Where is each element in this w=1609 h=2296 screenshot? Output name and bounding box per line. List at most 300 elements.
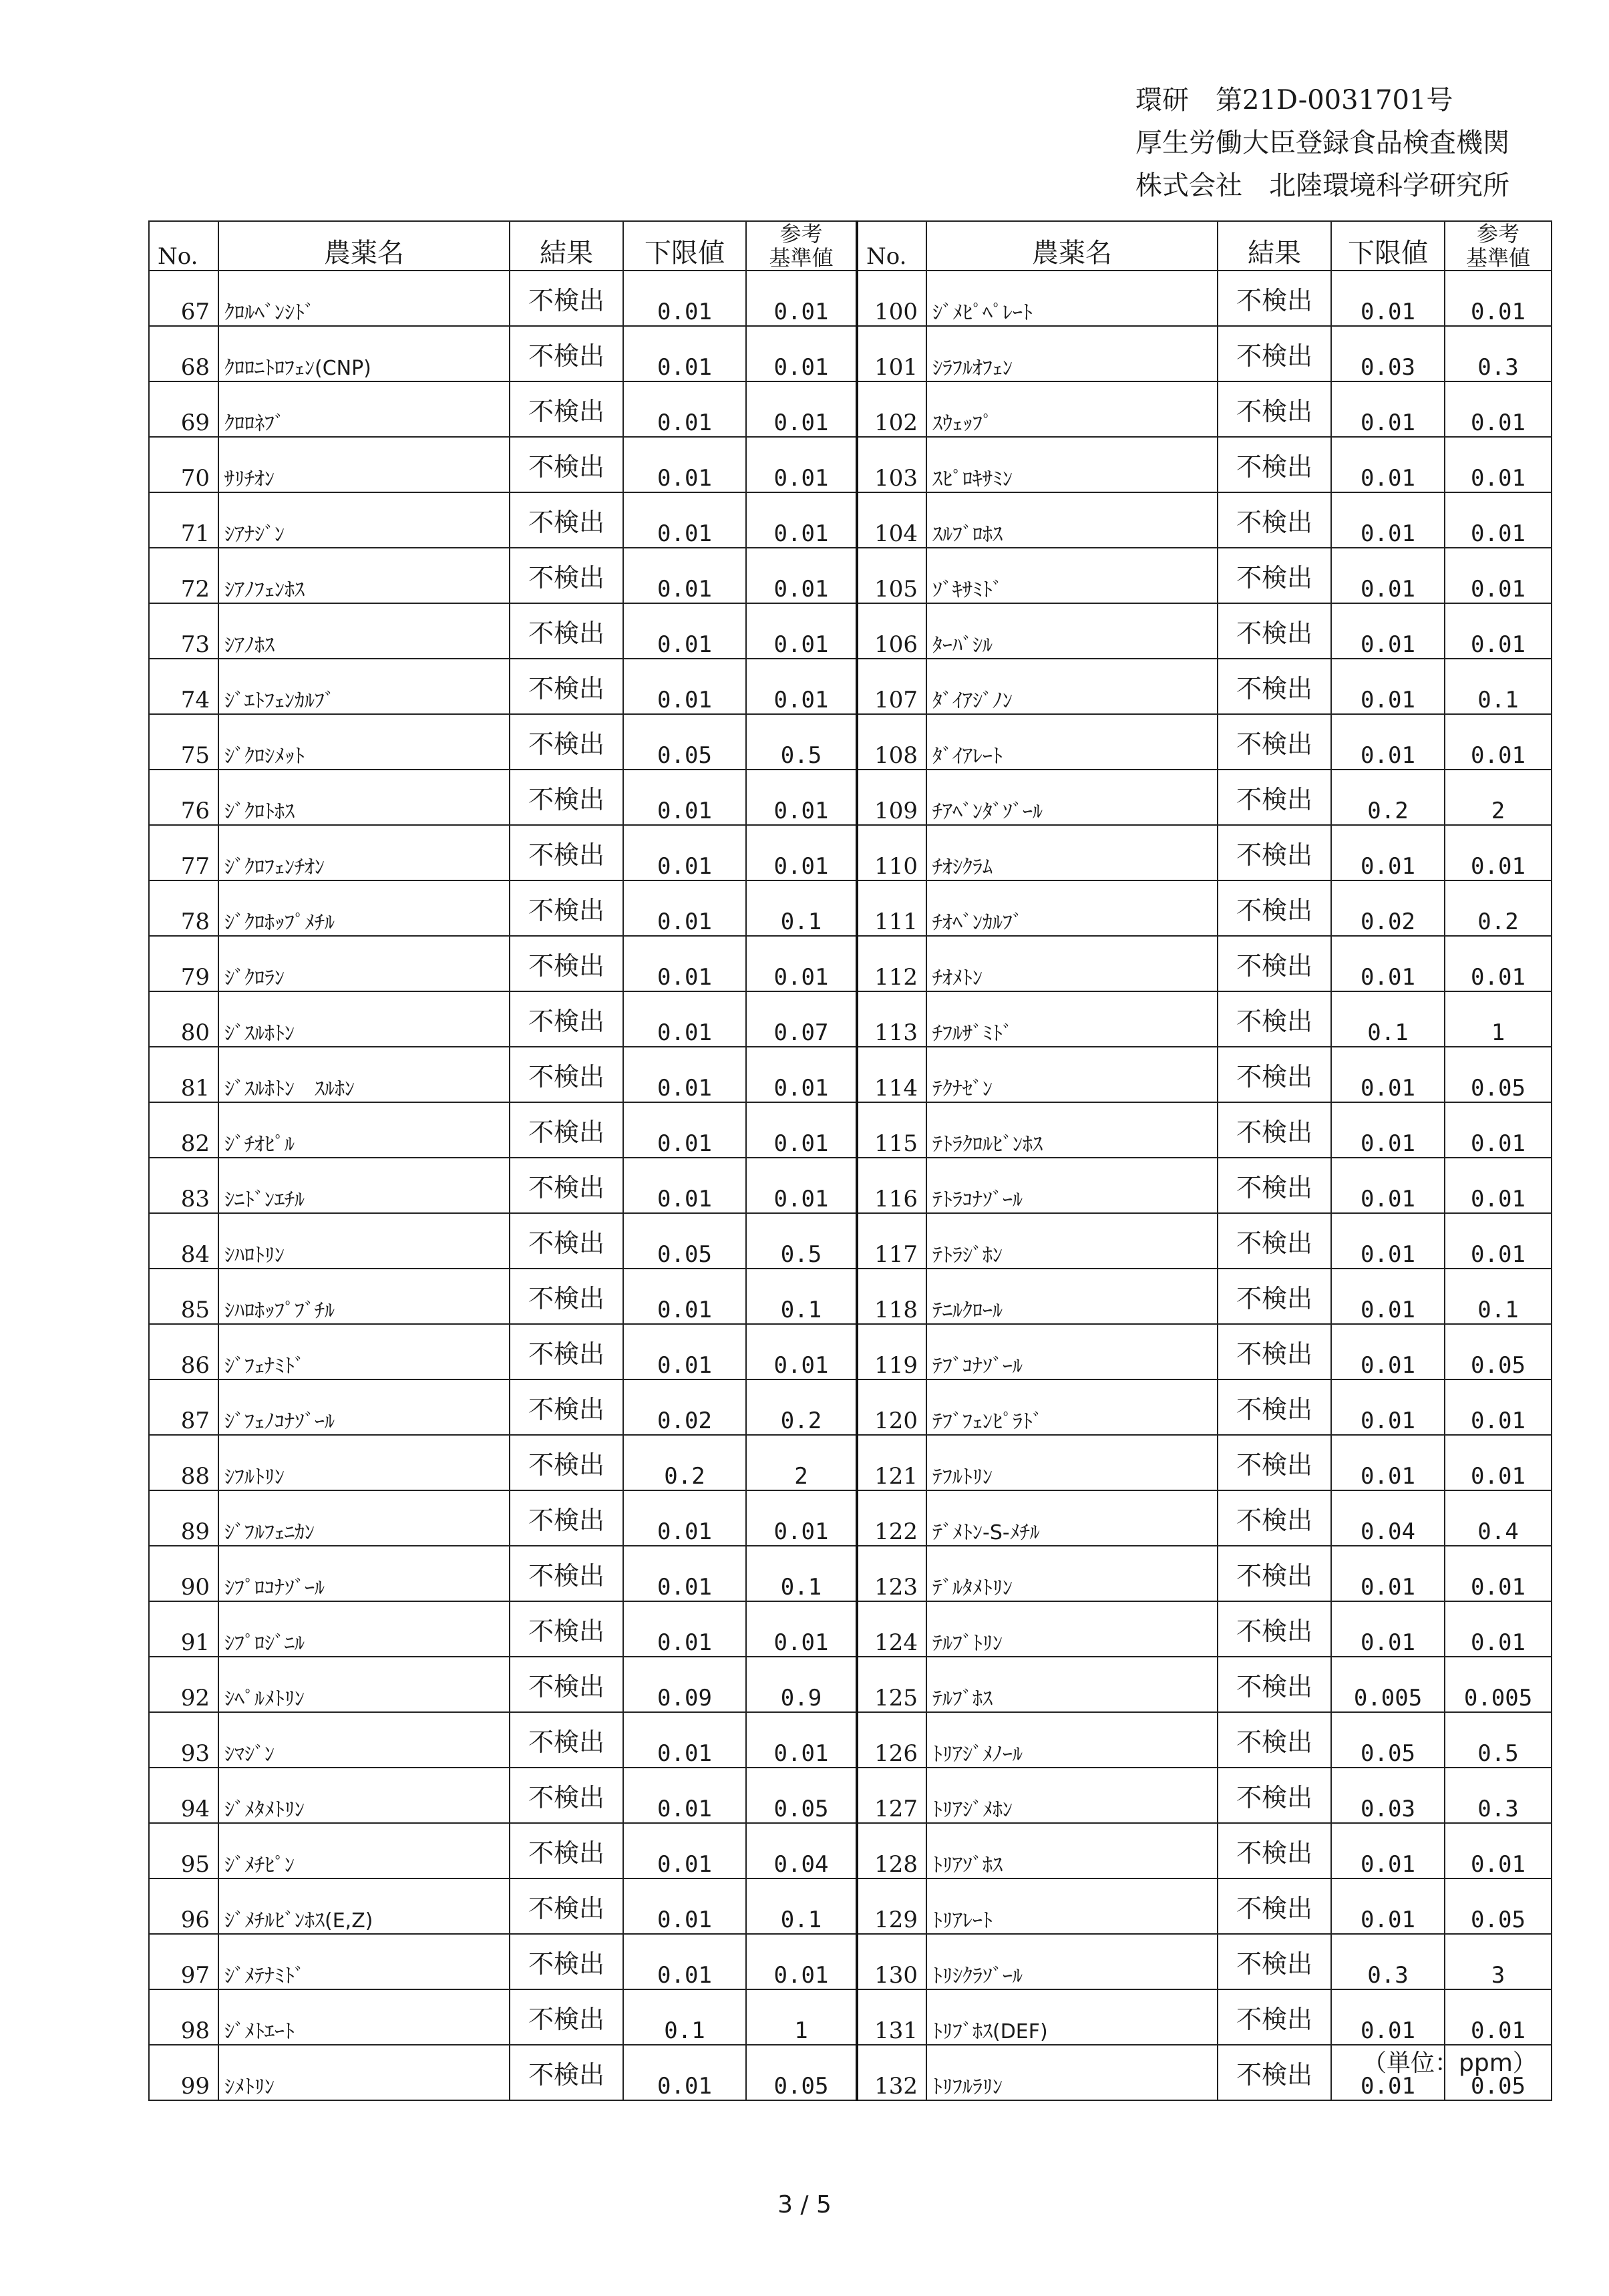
- result: 不検出: [510, 1435, 623, 1490]
- lower-limit: 0.01: [623, 825, 746, 880]
- result: 不検出: [510, 1989, 623, 2045]
- table-row: [149, 1878, 1552, 1934]
- lower-limit: 0.01: [1331, 271, 1445, 326]
- pesticide-name: ﾃﾄﾗｺﾅｿﾞｰﾙ: [926, 1158, 1218, 1213]
- pesticide-name: ｼﾞﾒﾋﾟﾍﾟﾚｰﾄ: [926, 271, 1218, 326]
- reference-standard: 0.01: [746, 603, 857, 659]
- result: 不検出: [1218, 2045, 1331, 2100]
- result: 不検出: [1218, 437, 1331, 492]
- row-number: 124: [857, 1601, 926, 1657]
- lower-limit: 0.01: [1331, 1379, 1445, 1435]
- result: 不検出: [1218, 381, 1331, 437]
- result: 不検出: [510, 1213, 623, 1269]
- result: 不検出: [510, 714, 623, 770]
- row-number: 118: [857, 1269, 926, 1324]
- pesticide-name: ﾃﾞﾒﾄﾝ-S-ﾒﾁﾙ: [926, 1490, 1218, 1546]
- row-number: 75: [149, 714, 218, 770]
- reference-standard: 0.1: [1445, 659, 1552, 714]
- result: 不検出: [1218, 825, 1331, 880]
- lower-limit: 0.03: [1331, 1768, 1445, 1823]
- result: 不検出: [1218, 1768, 1331, 1823]
- pesticide-name: ﾃﾙﾌﾞﾄﾘﾝ: [926, 1601, 1218, 1657]
- pesticide-name: ﾃﾌﾞﾌｪﾝﾋﾟﾗﾄﾞ: [926, 1379, 1218, 1435]
- pesticide-name: ﾄﾘｱｼﾞﾒﾎﾝ: [926, 1768, 1218, 1823]
- lower-limit: 0.01: [623, 991, 746, 1047]
- pesticide-name: ｼﾌﾙﾄﾘﾝ: [218, 1435, 510, 1490]
- table-row: [149, 1102, 1552, 1158]
- result: 不検出: [510, 1768, 623, 1823]
- result: 不検出: [1218, 271, 1331, 326]
- pesticide-name: ｼﾞｽﾙﾎﾄﾝ ｽﾙﾎﾝ: [218, 1047, 510, 1102]
- lower-limit: 0.01: [1331, 1324, 1445, 1379]
- result: 不検出: [1218, 1435, 1331, 1490]
- result: 不検出: [510, 880, 623, 936]
- row-number: 106: [857, 603, 926, 659]
- row-number: 109: [857, 770, 926, 825]
- col-header-result: 結果: [1218, 221, 1331, 271]
- result: 不検出: [510, 991, 623, 1047]
- result: 不検出: [510, 1712, 623, 1768]
- row-number: 83: [149, 1158, 218, 1213]
- row-number: 97: [149, 1934, 218, 1989]
- row-number: 74: [149, 659, 218, 714]
- row-number: 85: [149, 1269, 218, 1324]
- result: 不検出: [510, 271, 623, 326]
- table-row: [149, 271, 1552, 326]
- pesticide-name: ﾀｰﾊﾞｼﾙ: [926, 603, 1218, 659]
- pesticide-name: ｼﾞｸﾛﾌｪﾝﾁｵﾝ: [218, 825, 510, 880]
- row-number: 113: [857, 991, 926, 1047]
- result: 不検出: [510, 1546, 623, 1601]
- reference-standard: 0.01: [1445, 1823, 1552, 1878]
- pesticide-name: ﾄﾘｱｿﾞﾎｽ: [926, 1823, 1218, 1878]
- lower-limit: 0.01: [623, 1324, 746, 1379]
- lower-limit: 0.01: [1331, 437, 1445, 492]
- pesticide-name: ｼﾞﾒﾀﾒﾄﾘﾝ: [218, 1768, 510, 1823]
- reference-standard: 0.5: [1445, 1712, 1552, 1768]
- lower-limit: 0.1: [623, 1989, 746, 2045]
- lower-limit: 0.01: [1331, 1546, 1445, 1601]
- pesticide-name: ﾃｸﾅｾﾞﾝ: [926, 1047, 1218, 1102]
- result: 不検出: [1218, 326, 1331, 381]
- pesticide-name: ｼﾍﾟﾙﾒﾄﾘﾝ: [218, 1657, 510, 1712]
- pesticide-name: ｼﾞﾒﾄｴｰﾄ: [218, 1989, 510, 2045]
- pesticide-name: ｼﾞｸﾛﾗﾝ: [218, 936, 510, 991]
- result: 不検出: [1218, 991, 1331, 1047]
- pesticide-name: ﾄﾘﾌﾙﾗﾘﾝ: [926, 2045, 1218, 2100]
- lower-limit: 0.01: [1331, 603, 1445, 659]
- unit-note: （単位：ppm）: [1363, 2049, 1537, 2077]
- row-number: 94: [149, 1768, 218, 1823]
- reference-standard: 0.01: [1445, 714, 1552, 770]
- pesticide-name: ｼﾞｽﾙﾎﾄﾝ: [218, 991, 510, 1047]
- reference-standard: 0.01: [746, 437, 857, 492]
- lower-limit: 0.01: [623, 1768, 746, 1823]
- reference-standard: 0.01: [746, 548, 857, 603]
- table-row: [149, 381, 1552, 437]
- pesticide-name: ｽﾙﾌﾞﾛﾎｽ: [926, 492, 1218, 548]
- pesticide-name: ｼﾒﾄﾘﾝ: [218, 2045, 510, 2100]
- lower-limit: 0.05: [1331, 1712, 1445, 1768]
- report-number: 環研 第21D-0031701号: [1135, 85, 1453, 116]
- lower-limit: 0.01: [623, 271, 746, 326]
- reference-standard: 0.1: [746, 1878, 857, 1934]
- lower-limit: 0.01: [1331, 1158, 1445, 1213]
- pesticide-name: ﾄﾘｱﾚｰﾄ: [926, 1878, 1218, 1934]
- lower-limit: 0.01: [623, 1546, 746, 1601]
- pesticide-name: ｼﾞﾒﾃﾅﾐﾄﾞ: [218, 1934, 510, 1989]
- row-number: 117: [857, 1213, 926, 1269]
- row-number: 79: [149, 936, 218, 991]
- row-number: 96: [149, 1878, 218, 1934]
- pesticide-name: ｽｳｪｯﾌﾟ: [926, 381, 1218, 437]
- reference-standard: 0.01: [746, 1934, 857, 1989]
- row-number: 76: [149, 770, 218, 825]
- table-row: [149, 1601, 1552, 1657]
- pesticide-name: ﾃﾌﾞｺﾅｿﾞｰﾙ: [926, 1324, 1218, 1379]
- table-row: [149, 880, 1552, 936]
- table-row: [149, 1435, 1552, 1490]
- lower-limit: 0.1: [1331, 991, 1445, 1047]
- pesticide-name: ｻﾘﾁｵﾝ: [218, 437, 510, 492]
- pesticide-name: ｼﾞｸﾛｼﾒｯﾄ: [218, 714, 510, 770]
- table-row: [149, 326, 1552, 381]
- row-number: 88: [149, 1435, 218, 1490]
- pesticide-name: ｼﾞﾌﾙﾌｪﾆｶﾝ: [218, 1490, 510, 1546]
- result: 不検出: [1218, 880, 1331, 936]
- pesticide-name: ﾄﾘｱｼﾞﾒﾉｰﾙ: [926, 1712, 1218, 1768]
- result: 不検出: [510, 1823, 623, 1878]
- lower-limit: 0.01: [623, 1712, 746, 1768]
- lower-limit: 0.01: [1331, 1047, 1445, 1102]
- row-number: 104: [857, 492, 926, 548]
- row-number: 86: [149, 1324, 218, 1379]
- col-header-reference-standard: 参考 基準値: [1445, 221, 1552, 271]
- result: 不検出: [510, 1269, 623, 1324]
- result: 不検出: [1218, 1601, 1331, 1657]
- result: 不検出: [510, 1934, 623, 1989]
- reference-standard: 0.01: [746, 1490, 857, 1546]
- lower-limit: 0.01: [623, 381, 746, 437]
- result: 不検出: [1218, 936, 1331, 991]
- pesticide-name: ﾃﾆﾙｸﾛｰﾙ: [926, 1269, 1218, 1324]
- reference-standard: 0.01: [746, 1712, 857, 1768]
- row-number: 92: [149, 1657, 218, 1712]
- reference-standard: 0.01: [1445, 1435, 1552, 1490]
- result: 不検出: [1218, 603, 1331, 659]
- reference-standard: 0.01: [746, 770, 857, 825]
- reference-standard: 0.07: [746, 991, 857, 1047]
- table-row: [149, 2045, 1552, 2100]
- pesticide-name: ﾁｵﾒﾄﾝ: [926, 936, 1218, 991]
- row-number: 99: [149, 2045, 218, 2100]
- pesticide-name: ｼﾞｸﾛﾄﾎｽ: [218, 770, 510, 825]
- reference-standard: 0.01: [746, 659, 857, 714]
- reference-standard: 0.05: [746, 1768, 857, 1823]
- table-row: [149, 714, 1552, 770]
- pesticide-name: ﾄﾘﾌﾞﾎｽ(DEF): [926, 1989, 1218, 2045]
- registration-text: 厚生労働大臣登録食品検査機関: [1135, 128, 1509, 158]
- lower-limit: 0.01: [1331, 381, 1445, 437]
- table-row: [149, 825, 1552, 880]
- lower-limit: 0.2: [1331, 770, 1445, 825]
- result: 不検出: [510, 825, 623, 880]
- row-number: 108: [857, 714, 926, 770]
- lower-limit: 0.01: [623, 1934, 746, 1989]
- pesticide-results-table: [148, 220, 1552, 2101]
- lower-limit: 0.01: [1331, 1213, 1445, 1269]
- result: 不検出: [1218, 548, 1331, 603]
- pesticide-name: ﾃﾄﾗｸﾛﾙﾋﾞﾝﾎｽ: [926, 1102, 1218, 1158]
- reference-standard: 0.05: [1445, 1324, 1552, 1379]
- result: 不検出: [510, 1324, 623, 1379]
- row-number: 81: [149, 1047, 218, 1102]
- lower-limit: 0.01: [1331, 1601, 1445, 1657]
- reference-standard: 0.005: [1445, 1657, 1552, 1712]
- lower-limit: 0.01: [623, 1601, 746, 1657]
- col-header-result: 結果: [510, 221, 623, 271]
- row-number: 125: [857, 1657, 926, 1712]
- row-number: 116: [857, 1158, 926, 1213]
- pesticide-name: ﾃﾙﾌﾞﾎｽ: [926, 1657, 1218, 1712]
- pesticide-name: ｼﾞｸﾛﾎｯﾌﾟﾒﾁﾙ: [218, 880, 510, 936]
- col-header-lower-limit: 下限値: [1331, 221, 1445, 271]
- lower-limit: 0.01: [623, 437, 746, 492]
- result: 不検出: [510, 603, 623, 659]
- lower-limit: 0.005: [1331, 1657, 1445, 1712]
- reference-standard: 1: [1445, 991, 1552, 1047]
- table-row: [149, 1657, 1552, 1712]
- lower-limit: 0.2: [623, 1435, 746, 1490]
- lower-limit: 0.01: [623, 492, 746, 548]
- row-number: 77: [149, 825, 218, 880]
- table-row: [149, 1379, 1552, 1435]
- reference-standard: 0.01: [1445, 381, 1552, 437]
- row-number: 101: [857, 326, 926, 381]
- lower-limit: 0.01: [623, 1102, 746, 1158]
- table-row: [149, 1768, 1552, 1823]
- result: 不検出: [1218, 1324, 1331, 1379]
- lower-limit: 0.09: [623, 1657, 746, 1712]
- lower-limit: 0.05: [623, 714, 746, 770]
- row-number: 69: [149, 381, 218, 437]
- result: 不検出: [1218, 1490, 1331, 1546]
- lower-limit: 0.02: [623, 1379, 746, 1435]
- row-number: 91: [149, 1601, 218, 1657]
- table-row: [149, 492, 1552, 548]
- reference-standard: 0.01: [746, 936, 857, 991]
- lower-limit: 0.01: [1331, 2045, 1445, 2100]
- pesticide-name: ﾀﾞｲｱﾚｰﾄ: [926, 714, 1218, 770]
- result: 不検出: [1218, 492, 1331, 548]
- result: 不検出: [1218, 1269, 1331, 1324]
- reference-standard: 0.01: [746, 492, 857, 548]
- pesticide-name: ｼｱﾅｼﾞﾝ: [218, 492, 510, 548]
- reference-standard: 0.01: [746, 1102, 857, 1158]
- reference-standard: 0.9: [746, 1657, 857, 1712]
- reference-standard: 0.01: [1445, 603, 1552, 659]
- reference-standard: 0.01: [1445, 271, 1552, 326]
- reference-standard: 0.1: [746, 1269, 857, 1324]
- lower-limit: 0.01: [623, 936, 746, 991]
- col-header-no: No.: [149, 221, 218, 271]
- lower-limit: 0.01: [1331, 1823, 1445, 1878]
- row-number: 98: [149, 1989, 218, 2045]
- row-number: 102: [857, 381, 926, 437]
- reference-standard: 0.05: [746, 2045, 857, 2100]
- pesticide-name: ｼﾞﾒﾁﾋﾟﾝ: [218, 1823, 510, 1878]
- reference-standard: 0.04: [746, 1823, 857, 1878]
- result: 不検出: [1218, 1213, 1331, 1269]
- pesticide-name: ﾃﾞﾙﾀﾒﾄﾘﾝ: [926, 1546, 1218, 1601]
- table-row: [149, 1213, 1552, 1269]
- row-number: 103: [857, 437, 926, 492]
- row-number: 95: [149, 1823, 218, 1878]
- reference-standard: 0.01: [746, 825, 857, 880]
- pesticide-name: ｼｱﾉﾌｪﾝﾎｽ: [218, 548, 510, 603]
- reference-standard: 0.01: [1445, 437, 1552, 492]
- reference-standard: 0.01: [1445, 1989, 1552, 2045]
- reference-standard: 2: [746, 1435, 857, 1490]
- result: 不検出: [1218, 659, 1331, 714]
- table-row: [149, 1269, 1552, 1324]
- lower-limit: 0.01: [623, 2045, 746, 2100]
- row-number: 78: [149, 880, 218, 936]
- row-number: 122: [857, 1490, 926, 1546]
- table-row: [149, 1158, 1552, 1213]
- result: 不検出: [1218, 1379, 1331, 1435]
- result: 不検出: [510, 1379, 623, 1435]
- pesticide-name: ﾁﾌﾙｻﾞﾐﾄﾞ: [926, 991, 1218, 1047]
- pesticide-name: ｼﾏｼﾞﾝ: [218, 1712, 510, 1768]
- lower-limit: 0.01: [623, 1158, 746, 1213]
- lower-limit: 0.01: [623, 1823, 746, 1878]
- lower-limit: 0.01: [623, 1047, 746, 1102]
- table-row: [149, 1989, 1552, 2045]
- lower-limit: 0.01: [623, 1269, 746, 1324]
- table-row: [149, 1934, 1552, 1989]
- lower-limit: 0.01: [1331, 714, 1445, 770]
- reference-standard: 0.05: [1445, 1047, 1552, 1102]
- reference-standard: 0.01: [1445, 1102, 1552, 1158]
- reference-standard: 3: [1445, 1934, 1552, 1989]
- lower-limit: 0.03: [1331, 326, 1445, 381]
- pesticide-name: ｿﾞｷｻﾐﾄﾞ: [926, 548, 1218, 603]
- page-number: 3 / 5: [777, 2191, 832, 2219]
- table-row: [149, 1546, 1552, 1601]
- row-number: 93: [149, 1712, 218, 1768]
- row-number: 89: [149, 1490, 218, 1546]
- document-header: [1135, 79, 1550, 207]
- col-header-no: No.: [857, 221, 926, 271]
- result: 不検出: [1218, 1102, 1331, 1158]
- reference-standard: 0.01: [1445, 1601, 1552, 1657]
- pesticide-name: ｸﾛﾙﾍﾞﾝｼﾄﾞ: [218, 271, 510, 326]
- row-number: 90: [149, 1546, 218, 1601]
- lower-limit: 0.01: [1331, 1269, 1445, 1324]
- row-number: 112: [857, 936, 926, 991]
- reference-standard: 0.01: [746, 271, 857, 326]
- result: 不検出: [510, 492, 623, 548]
- result: 不検出: [510, 936, 623, 991]
- pesticide-name: ｼﾆﾄﾞﾝｴﾁﾙ: [218, 1158, 510, 1213]
- lower-limit: 0.01: [623, 1878, 746, 1934]
- row-number: 123: [857, 1546, 926, 1601]
- lower-limit: 0.01: [1331, 492, 1445, 548]
- reference-standard: 0.01: [1445, 1213, 1552, 1269]
- pesticide-name: ｼﾞﾒﾁﾙﾋﾞﾝﾎｽ(E,Z): [218, 1878, 510, 1934]
- reference-standard: 0.01: [746, 1601, 857, 1657]
- row-number: 73: [149, 603, 218, 659]
- lower-limit: 0.02: [1331, 880, 1445, 936]
- row-number: 130: [857, 1934, 926, 1989]
- reference-standard: 0.01: [1445, 548, 1552, 603]
- result: 不検出: [510, 1102, 623, 1158]
- reference-standard: 0.01: [1445, 1158, 1552, 1213]
- reference-standard: 0.1: [1445, 1269, 1552, 1324]
- table-row: [149, 991, 1552, 1047]
- reference-standard: 0.3: [1445, 326, 1552, 381]
- reference-standard: 0.1: [746, 880, 857, 936]
- reference-standard: 0.01: [746, 1047, 857, 1102]
- reference-standard: 2: [1445, 770, 1552, 825]
- row-number: 129: [857, 1878, 926, 1934]
- lower-limit: 0.01: [1331, 1435, 1445, 1490]
- row-number: 131: [857, 1989, 926, 2045]
- lower-limit: 0.01: [1331, 1989, 1445, 2045]
- row-number: 105: [857, 548, 926, 603]
- row-number: 120: [857, 1379, 926, 1435]
- result: 不検出: [1218, 1878, 1331, 1934]
- reference-standard: 0.2: [1445, 880, 1552, 936]
- pesticide-name: ｼﾌﾟﾛｺﾅｿﾞｰﾙ: [218, 1546, 510, 1601]
- row-number: 111: [857, 880, 926, 936]
- lower-limit: 0.01: [1331, 825, 1445, 880]
- pesticide-name: ｼﾌﾟﾛｼﾞﾆﾙ: [218, 1601, 510, 1657]
- pesticide-name: ｼﾞﾌｪﾅﾐﾄﾞ: [218, 1324, 510, 1379]
- reference-standard: 0.2: [746, 1379, 857, 1435]
- row-number: 127: [857, 1768, 926, 1823]
- result: 不検出: [510, 381, 623, 437]
- result: 不検出: [1218, 1546, 1331, 1601]
- result: 不検出: [510, 1601, 623, 1657]
- result: 不検出: [1218, 770, 1331, 825]
- reference-standard: 0.01: [1445, 1379, 1552, 1435]
- row-number: 67: [149, 271, 218, 326]
- reference-standard: 0.1: [746, 1546, 857, 1601]
- reference-standard: 1: [746, 1989, 857, 2045]
- result: 不検出: [1218, 1657, 1331, 1712]
- reference-standard: 0.05: [1445, 1878, 1552, 1934]
- lower-limit: 0.01: [623, 603, 746, 659]
- row-number: 80: [149, 991, 218, 1047]
- table-row: [149, 548, 1552, 603]
- result: 不検出: [510, 2045, 623, 2100]
- row-number: 110: [857, 825, 926, 880]
- reference-standard: 0.3: [1445, 1768, 1552, 1823]
- reference-standard: 0.5: [746, 714, 857, 770]
- lower-limit: 0.05: [623, 1213, 746, 1269]
- result: 不検出: [1218, 1823, 1331, 1878]
- lower-limit: 0.01: [1331, 1878, 1445, 1934]
- lower-limit: 0.01: [1331, 659, 1445, 714]
- col-header-reference-standard: 参考 基準値: [746, 221, 857, 271]
- pesticide-name: ｼﾊﾛﾎｯﾌﾟﾌﾞﾁﾙ: [218, 1269, 510, 1324]
- pesticide-name: ﾃﾄﾗｼﾞﾎﾝ: [926, 1213, 1218, 1269]
- row-number: 114: [857, 1047, 926, 1102]
- reference-standard: 0.01: [1445, 825, 1552, 880]
- lower-limit: 0.01: [1331, 936, 1445, 991]
